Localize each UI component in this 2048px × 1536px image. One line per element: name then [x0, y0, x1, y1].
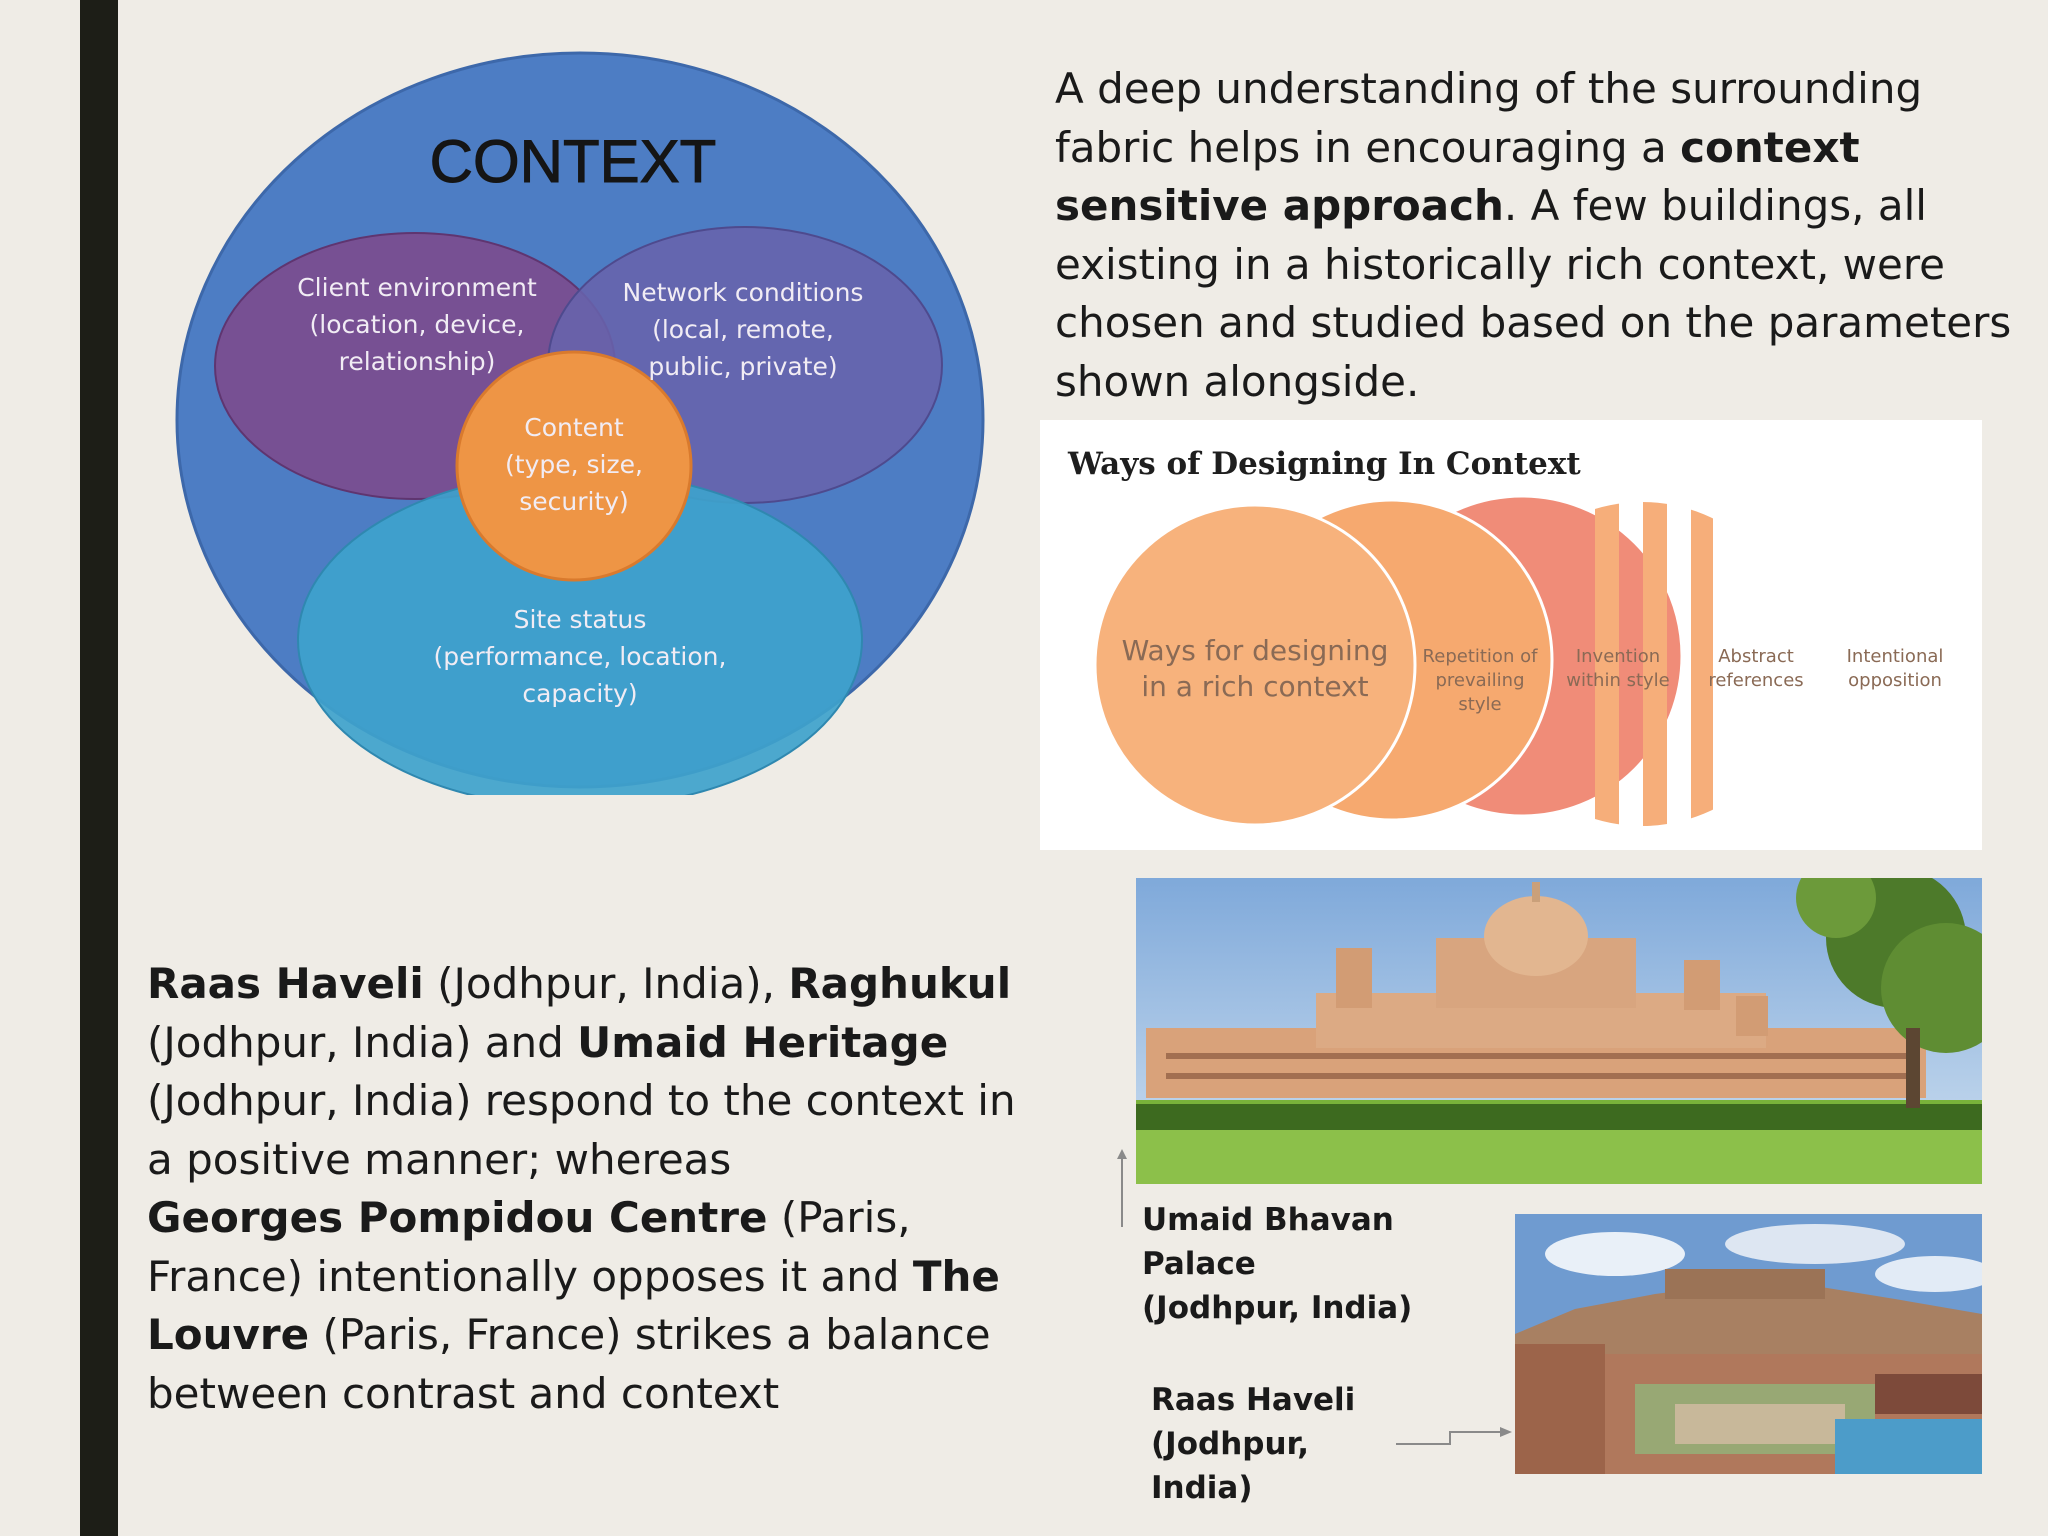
- ways-diagram-graphic: [1040, 420, 1982, 850]
- context-venn-diagram: [170, 50, 990, 795]
- intro-paragraph: A deep understanding of the surrounding fabric helps in encouraging a context sensitive approach. A few buildings, all existing in a historically rich context, were chosen and studied based on the parameters shown alongside.: [1055, 64, 2012, 406]
- content-label: Content: [524, 413, 624, 442]
- content-detail: security): [519, 487, 629, 516]
- opposition-label: Intentional: [1846, 646, 1944, 667]
- network-conditions-detail: public, private): [648, 352, 838, 381]
- left-accent-bar: [80, 0, 118, 1536]
- invention-label: Invention: [1575, 646, 1661, 667]
- repetition-label: prevailing: [1435, 670, 1525, 691]
- ways-main-label: Ways for designing: [1121, 634, 1389, 667]
- content-detail: (type, size,: [505, 450, 643, 479]
- client-environment-detail: relationship): [338, 347, 496, 376]
- network-conditions-detail: (local, remote,: [652, 315, 834, 344]
- intro-emphasis: context sensitive approach: [1055, 122, 1860, 230]
- invention-label: within style: [1566, 670, 1670, 691]
- ways-of-designing-diagram: [1040, 420, 1982, 850]
- site-status-label: Site status: [513, 605, 647, 634]
- ways-main-label: in a rich context: [1141, 670, 1369, 703]
- repetition-label: style: [1458, 694, 1502, 715]
- arrow-up-icon: [1112, 1145, 1142, 1230]
- venn-title: CONTEXT: [429, 128, 717, 195]
- ways-diagram-title: Ways of Designing In Context: [1068, 446, 1581, 482]
- client-environment-detail: (location, device,: [309, 310, 525, 339]
- raas-haveli-photo: [1515, 1214, 1982, 1474]
- umaid-bhavan-caption: Umaid Bhavan Palace (Jodhpur, India): [1142, 1202, 1413, 1326]
- site-status-detail: (performance, location,: [433, 642, 727, 671]
- network-conditions-label: Network conditions: [622, 278, 864, 307]
- abstract-label: references: [1708, 670, 1804, 691]
- umaid-bhavan-palace-photo: [1136, 878, 1982, 1184]
- arrow-right-icon: [1392, 1420, 1517, 1450]
- abstract-label: Abstract: [1718, 646, 1794, 667]
- site-status-detail: capacity): [522, 679, 638, 708]
- opposition-label: opposition: [1848, 670, 1942, 691]
- client-environment-label: Client environment: [297, 273, 537, 302]
- summary-paragraph: Raas Haveli (Jodhpur, India), Raghukul (Jodhpur, India) and Umaid Heritage (Jodhpur, India) respond to the context in a positive manner; whereas Georges Pompidou Centre (Paris, France) intentionally opposes it and The Louvre (Paris, France) strikes a balance between contrast and context: [147, 959, 1016, 1418]
- raas-haveli-caption: Raas Haveli (Jodhpur, India): [1151, 1382, 1356, 1506]
- repetition-label: Repetition of: [1422, 646, 1538, 667]
